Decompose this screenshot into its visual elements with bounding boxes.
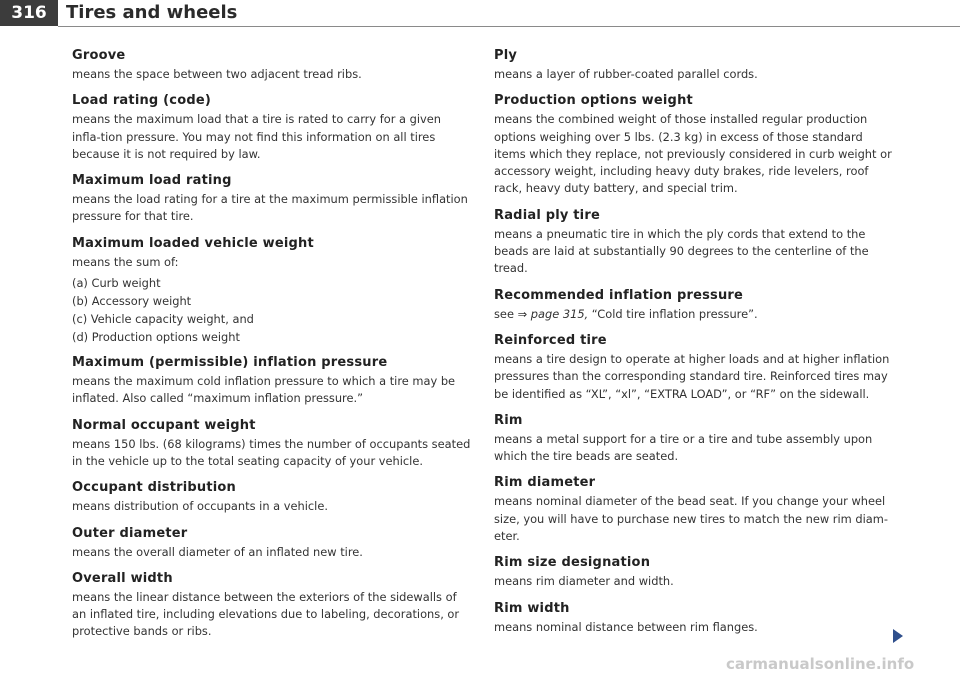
term-radial-ply: Radial ply tire xyxy=(494,207,600,223)
term-occupant-distribution: Occupant distribution xyxy=(72,480,236,496)
def-radial-ply: means a pneumatic tire in which the ply cords that extend to the beads are laid at substantially 90 degrees to the centerline of the tread. xyxy=(494,226,869,276)
def-rim-size: means rim diameter and width. xyxy=(494,574,674,589)
term-rim-diameter: Rim diameter xyxy=(494,475,596,491)
term-overall-width: Overall width xyxy=(72,570,173,586)
def-max-load: means the load rating for a tire at the maximum permissible inflation pressure for that tire. xyxy=(72,192,468,224)
page-header xyxy=(0,0,960,28)
list-item: (b) Accessory weight xyxy=(72,294,192,309)
watermark: carmanualsonline.info xyxy=(726,655,915,673)
page-reference-link[interactable]: page 315, xyxy=(530,306,589,321)
next-page-arrow-icon[interactable] xyxy=(893,629,903,643)
left-column xyxy=(72,48,472,651)
see-text: see ⇒ xyxy=(494,306,531,321)
term-reinforced-tire: Reinforced tire xyxy=(494,332,607,348)
def-normal-occupant: means 150 lbs. (68 kilograms) times the number of occupants seated in the vehicle up to the total seating capacity of your vehicle. xyxy=(72,436,471,468)
def-max-inflation: means the maximum cold inflation pressure to which a tire may be inflated. Also called “maximum inflation pressure.” xyxy=(72,374,456,406)
def-outer-diameter: means the overall diameter of an inflated new tire. xyxy=(72,544,363,559)
def-overall-width: means the linear distance between the exteriors of the sidewalls of an inflated tire, including elevations due to labeling, decorations, or protective bands or ribs. xyxy=(72,589,460,639)
def-load-rating: means the maximum load that a tire is rated to carry for a given infla-tion pressure. You may not find this information on all tires because it is not required by law. xyxy=(72,112,441,161)
page-number: 316 xyxy=(0,0,58,26)
term-load-rating: Load rating (code) xyxy=(72,93,212,109)
term-ply: Ply xyxy=(494,48,518,63)
def-rim-diameter: means nominal diameter of the bead seat. If you change your wheel size, you will have to purchase new tires to match the new rim diam-eter. xyxy=(494,494,888,544)
term-max-loaded-weight: Maximum loaded vehicle weight xyxy=(72,235,314,251)
section-title: Tires and wheels xyxy=(66,2,238,23)
right-column xyxy=(494,48,894,646)
def-reinforced-tire: means a tire design to operate at higher loads and at higher inflation pressures than the corresponding standard tire. Reinforced tires may be identified as “XL”, “xl”, “EXTRA LOAD”, or “RF” on the sidewall. xyxy=(494,351,890,401)
term-max-load: Maximum load rating xyxy=(72,173,232,189)
def-max-loaded-weight: means the sum of: xyxy=(72,254,179,269)
reference-title: “Cold tire inflation pressure”. xyxy=(588,306,758,321)
list-item: (c) Vehicle capacity weight, and xyxy=(72,312,254,327)
list-item: (d) Production options weight xyxy=(72,330,240,345)
header-rule xyxy=(58,26,960,27)
def-recommended-inflation xyxy=(494,306,894,323)
list-item: (a) Curb weight xyxy=(72,276,161,291)
term-groove: Groove xyxy=(72,48,126,63)
term-max-inflation: Maximum (permissible) inflation pressure xyxy=(72,355,388,371)
def-rim-width: means nominal distance between rim flanges. xyxy=(494,619,758,634)
term-recommended-inflation: Recommended inflation pressure xyxy=(494,287,744,303)
term-rim-size: Rim size designation xyxy=(494,555,651,571)
term-rim: Rim xyxy=(494,412,523,428)
def-groove: means the space between two adjacent tread ribs. xyxy=(72,67,362,81)
def-occupant-distribution: means distribution of occupants in a vehicle. xyxy=(72,499,328,514)
term-production-options: Production options weight xyxy=(494,93,693,109)
def-production-options: means the combined weight of those installed regular production options weighing over 5 lbs. (2.3 kg) in excess of those standard items which they replace, not previously considered in curb weight or accessory weight, including heavy duty brakes, ride levelers, roof rack, heavy duty battery, and special trim. xyxy=(494,112,892,196)
weight-list xyxy=(72,274,472,346)
term-outer-diameter: Outer diameter xyxy=(72,525,188,541)
term-rim-width: Rim width xyxy=(494,600,570,616)
term-normal-occupant: Normal occupant weight xyxy=(72,417,256,433)
def-rim: means a metal support for a tire or a tire and tube assembly upon which the tire beads are seated. xyxy=(494,431,873,464)
def-ply: means a layer of rubber-coated parallel cords. xyxy=(494,67,758,81)
